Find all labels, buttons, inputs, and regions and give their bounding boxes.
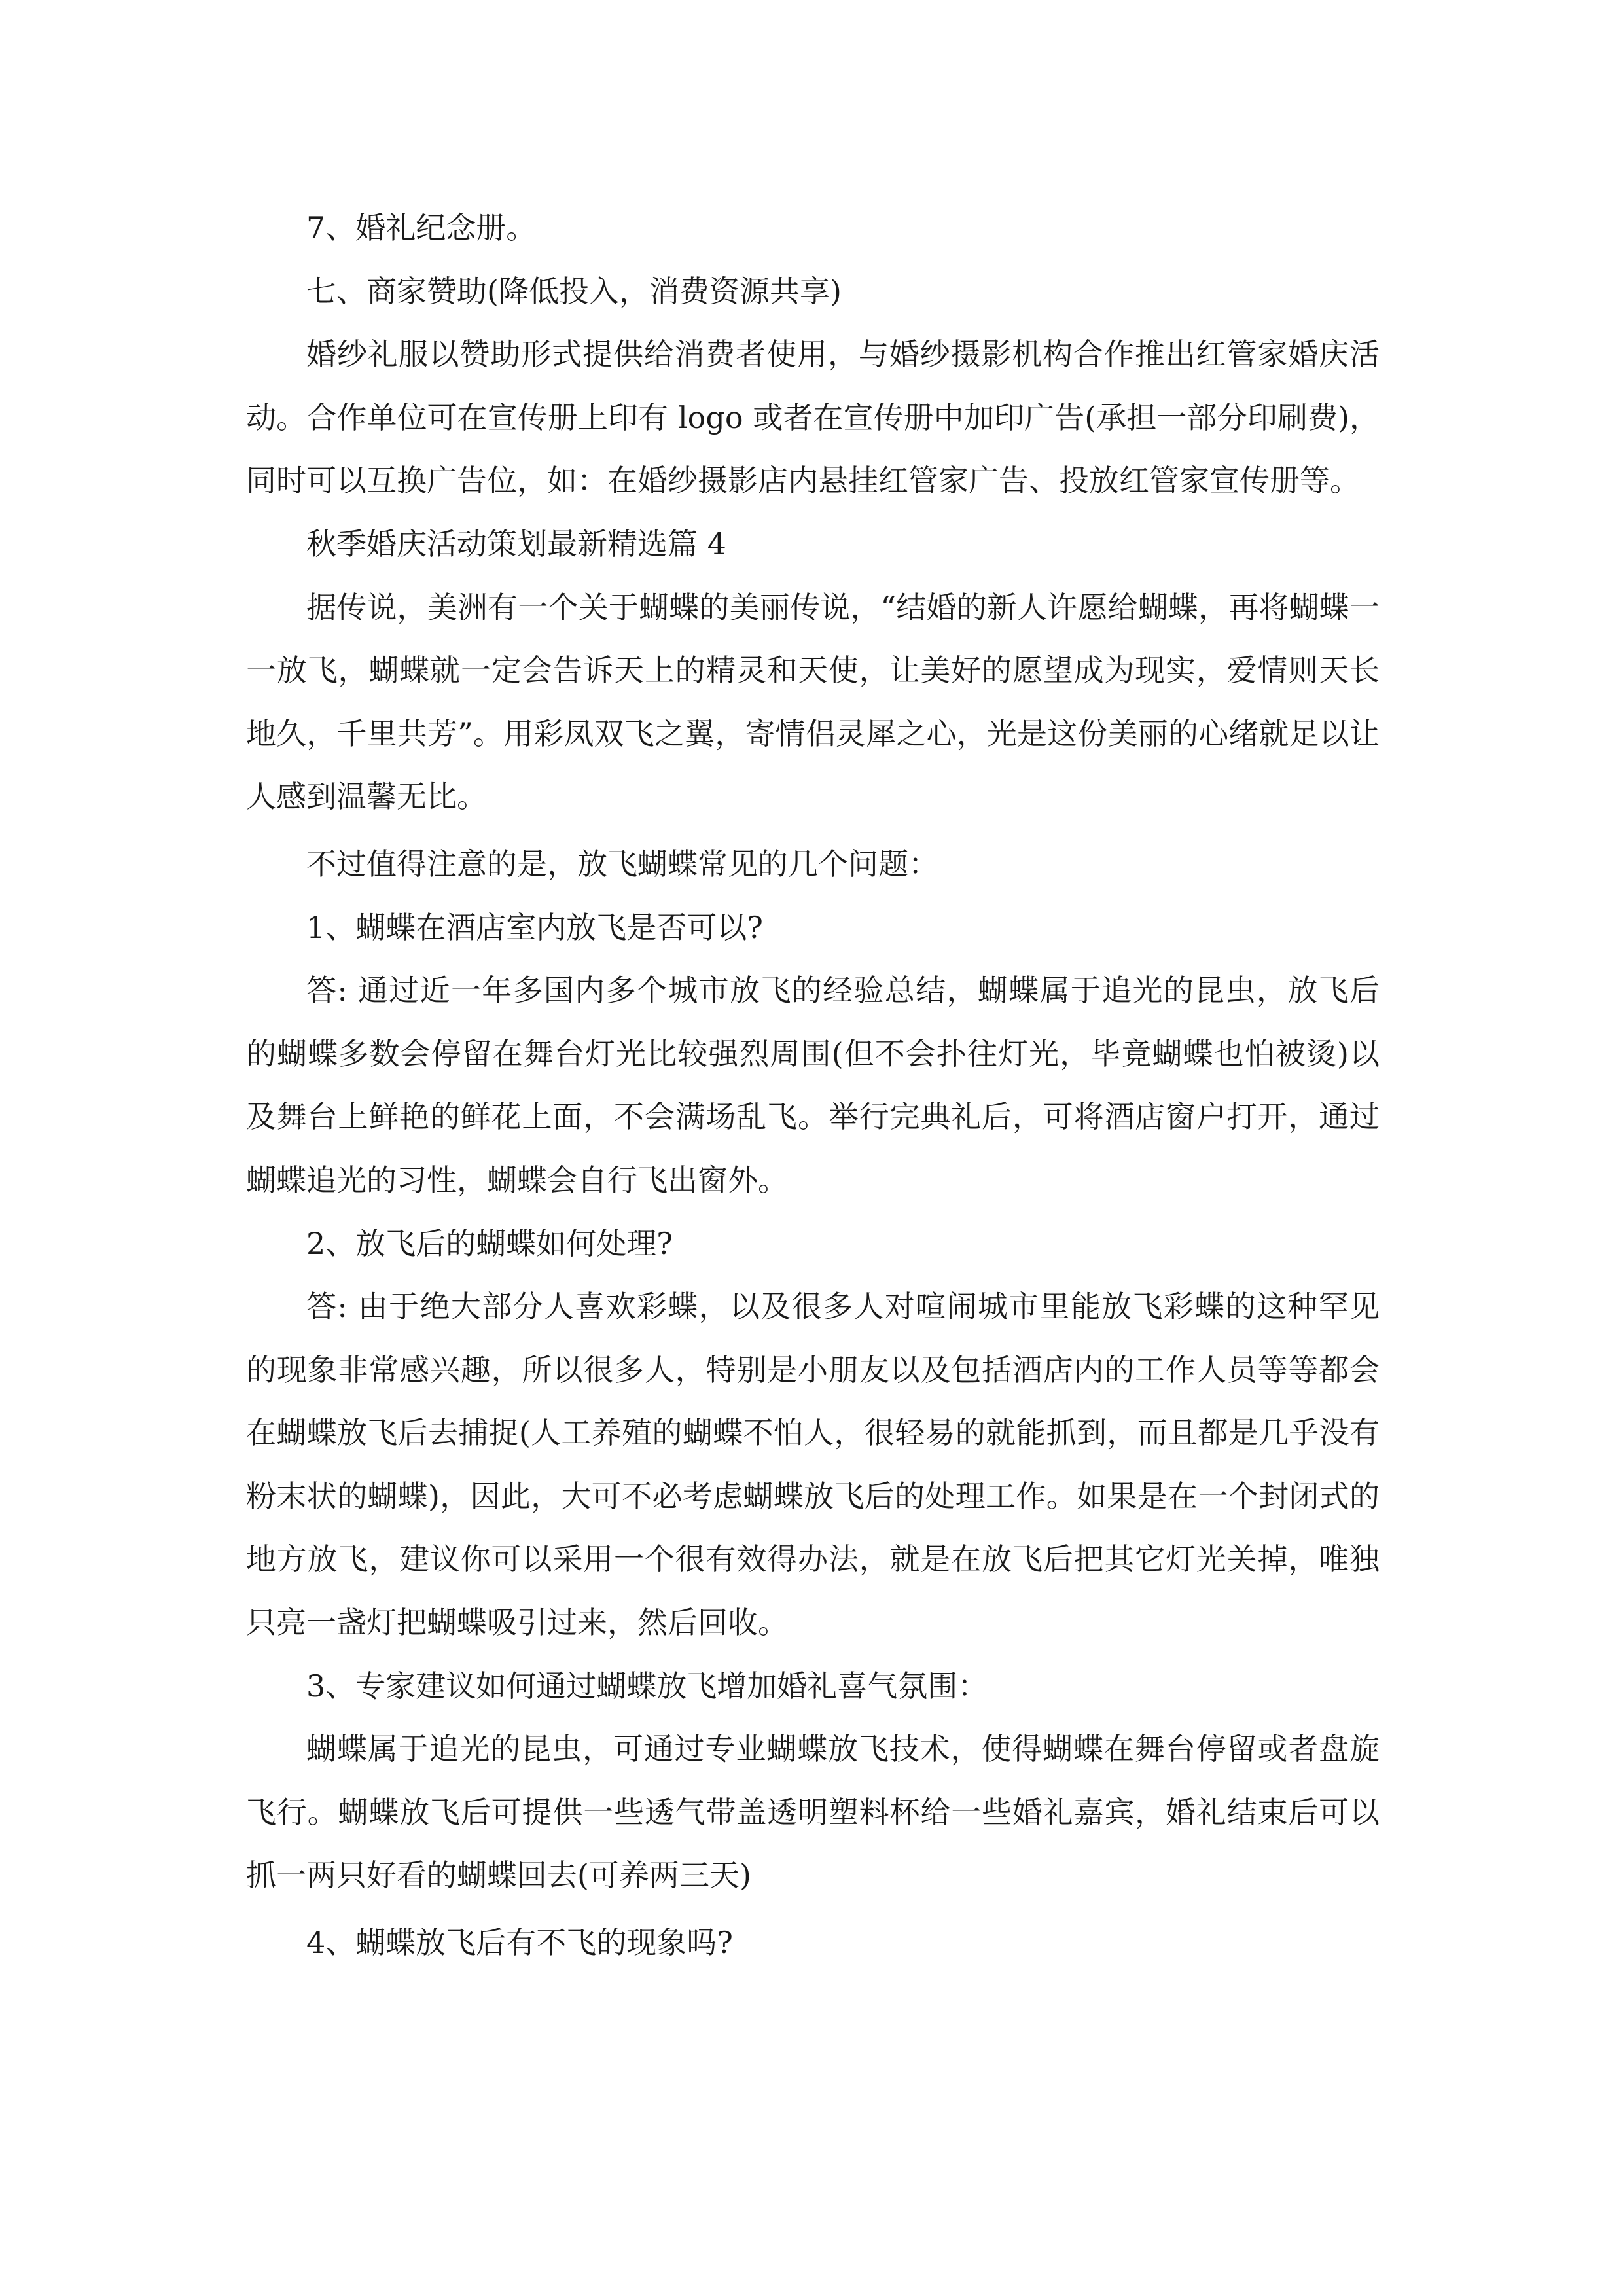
answer-3: 蝴蝶属于追光的昆虫，可通过专业蝴蝶放飞技术，使得蝴蝶在舞台停留或者盘旋飞行。蝴蝶放飞后可提供一些透气带盖透明塑料杯给一些婚礼嘉宾，婚礼结束后可以抓一两只好看的蝴蝶回去(可养两三天) [246,1731,1380,1893]
question-3: 3、专家建议如何通过蝴蝶放飞增加婚礼喜气氛围： [306,1668,988,1704]
question-2: 2、放飞后的蝴蝶如何处理? [306,1225,673,1261]
section-heading-part-4: 秋季婚庆活动策划最新精选篇 4 [306,526,726,562]
paragraph-notice: 不过值得注意的是，放飞蝴蝶常见的几个问题： [306,846,938,882]
question-4: 4、蝴蝶放飞后有不飞的现象吗? [306,1925,733,1961]
question-1: 1、蝴蝶在酒店室内放飞是否可以? [306,909,763,945]
document-page [246,196,1380,1975]
list-item-wedding-album: 7、婚礼纪念册。 [306,210,537,245]
section-heading-sponsorship: 七、商家赞助(降低投入，消费资源共享) [306,273,842,309]
paragraph-butterfly-legend: 据传说，美洲有一个关于蝴蝶的美丽传说，“结婚的新人许愿给蝴蝶，再将蝴蝶一一放飞，蝴蝶就一定会告诉天上的精灵和天使，让美好的愿望成为现实，爱情则天长地久，千里共芳”。用彩凤双飞之翼，寄情侣灵犀之心，光是这份美丽的心绪就足以让人感到温馨无比。 [246,589,1380,815]
answer-1: 答: 通过近一年多国内多个城市放飞的经验总结，蝴蝶属于追光的昆虫，放飞后的蝴蝶多数会停留在舞台灯光比较强烈周围(但不会扑往灯光，毕竟蝴蝶也怕被烫)以及舞台上鲜艳的鲜花上面，不会满场乱飞。举行完典礼后，可将酒店窗户打开，通过蝴蝶追光的习性，蝴蝶会自行飞出窗外。 [246,973,1380,1198]
answer-2: 答: 由于绝大部分人喜欢彩蝶，以及很多人对喧闹城市里能放飞彩蝶的这种罕见的现象非常感兴趣，所以很多人，特别是小朋友以及包括酒店内的工作人员等等都会在蝴蝶放飞后去捕捉(人工养殖的蝴蝶不怕人，很轻易的就能抓到，而且都是几乎没有粉末状的蝴蝶)，因此，大可不必考虑蝴蝶放飞后的处理工作。如果是在一个封闭式的地方放飞，建议你可以采用一个很有效得办法，就是在放飞后把其它灯光关掉，唯独只亮一盏灯把蝴蝶吸引过来，然后回收。 [246,1289,1380,1641]
paragraph-sponsorship: 婚纱礼服以赞助形式提供给消费者使用，与婚纱摄影机构合作推出红管家婚庆活动。合作单位可在宣传册上印有 logo 或者在宣传册中加印广告(承担一部分印刷费)，同时可以互换广告位，如：在婚纱摄影店内悬挂红管家广告、投放红管家宣传册等。 [246,336,1380,499]
